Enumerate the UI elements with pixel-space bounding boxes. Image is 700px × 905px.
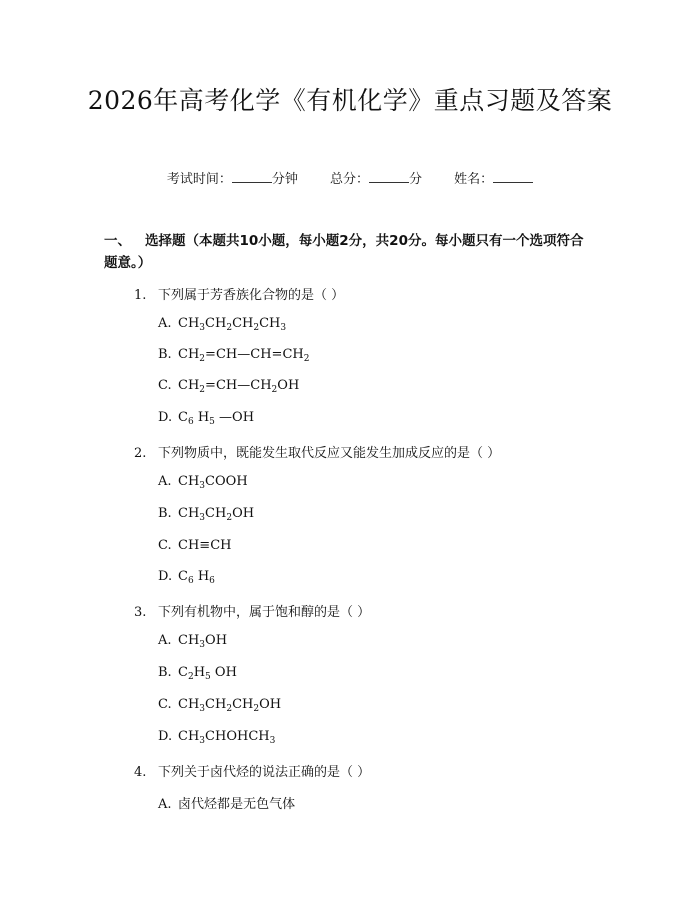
document-title: 2026年高考化学《有机化学》重点习题及答案 [87,86,613,115]
question-number: 4. [134,765,147,780]
exam-time-label: 考试时间： [166,172,232,187]
option-formula: $C_6$ $H_6$ [178,569,215,586]
question-number: 2. [134,446,147,461]
option-formula: CH≡CH [178,538,232,553]
name-field [454,172,533,187]
option-formula: $CH_2=CH—CH_2OH$ [178,378,300,395]
option-letter: B. [158,506,172,521]
option-3c [158,697,281,712]
question-1 [134,284,344,303]
option-formula: $CH_3CH_2OH$ [178,506,255,523]
option-formula: $CH_3CHOHCH_3$ [178,729,276,746]
option-formula: $CH_3CH_2CH_2OH$ [178,697,282,714]
section-heading [104,230,594,274]
question-text: 下列属于芳香族化合物的是（ ） [158,288,345,303]
option-letter: D. [158,410,173,425]
question-4 [134,761,370,780]
option-1a [158,316,286,331]
option-2a [158,474,248,489]
option-letter: A. [158,633,172,648]
option-formula: $CH_3COOH$ [178,474,248,491]
exam-time-field [167,172,302,187]
option-formula: $CH_3CH_2CH_2CH_3$ [178,316,287,333]
option-2d [158,569,215,584]
option-letter: D. [158,569,173,584]
total-score-blank [369,170,409,183]
exam-time-blank [232,170,272,183]
option-3b [158,665,237,680]
option-1c [158,378,299,393]
option-4a [158,793,295,812]
option-formula: $C_2H_5$ OH [178,665,237,682]
option-2b [158,506,254,521]
total-score-field [330,172,426,187]
option-3d [158,729,275,744]
exam-info-line [0,168,700,187]
option-letter: A. [158,797,172,812]
option-3a [158,633,227,648]
question-text: 下列物质中，既能发生取代反应又能发生加成反应的是（ ） [158,446,501,461]
option-formula: 卤代烃都是无色气体 [178,797,296,812]
option-1b [158,347,309,362]
question-text: 下列关于卤代烃的说法正确的是（ ） [158,765,371,780]
option-formula: $CH_3OH$ [178,633,228,650]
question-text: 下列有机物中，属于饱和醇的是（ ） [158,605,371,620]
question-3 [134,601,370,620]
option-letter: B. [158,347,172,362]
question-2 [134,442,500,461]
option-formula: $C_6$ $H_5$ —OH [178,410,255,427]
question-number: 3. [134,605,147,620]
section-number: 一、 [104,233,131,249]
option-letter: B. [158,665,172,680]
option-letter: C. [158,378,172,393]
exam-time-unit: 分钟 [271,172,298,187]
option-letter: C. [158,697,172,712]
option-formula: $CH_2=CH—CH=CH_2$ [178,347,310,364]
question-number: 1. [134,288,147,303]
section-text: 选择题（本题共10小题，每小题2分，共20分。每小题只有一个选项符合题意。） [104,233,584,271]
name-label: 姓名： [454,172,494,187]
name-blank [493,170,533,183]
option-1d [158,410,254,425]
option-letter: C. [158,538,172,553]
option-letter: D. [158,729,173,744]
total-score-unit: 分 [409,172,423,187]
option-letter: A. [158,316,172,331]
option-letter: A. [158,474,172,489]
option-2c [158,538,232,553]
total-score-label: 总分： [329,172,369,187]
